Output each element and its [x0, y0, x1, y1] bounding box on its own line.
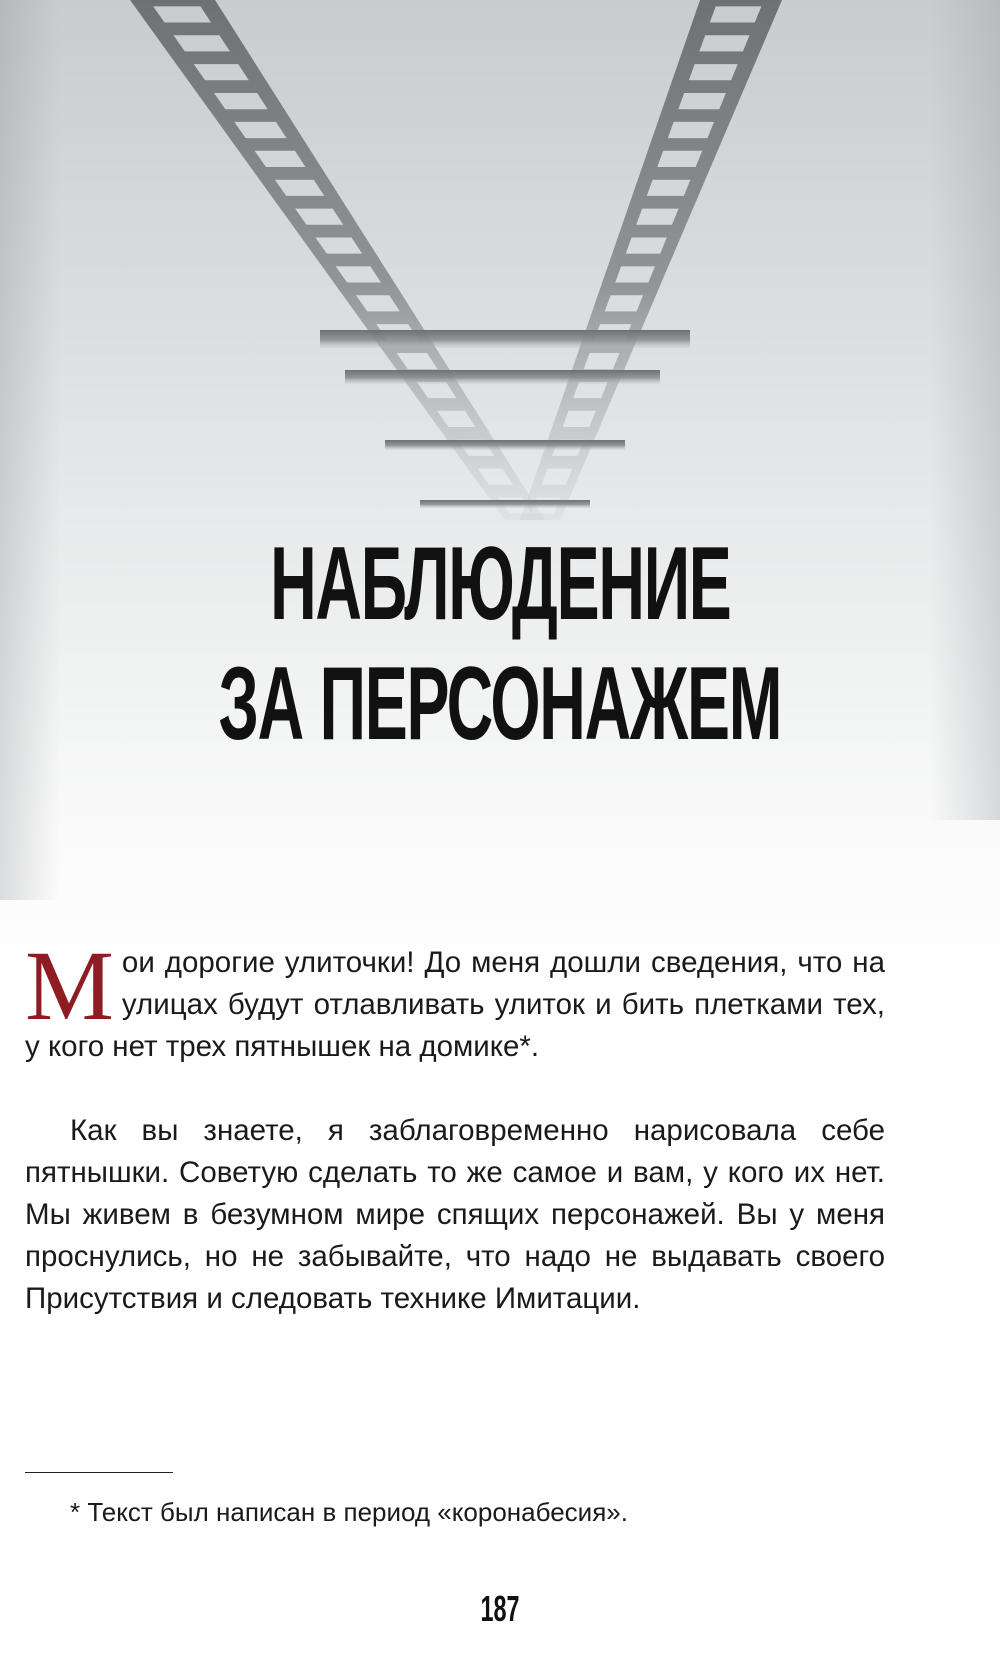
film-frame-bar [320, 330, 690, 348]
film-frame-bar [385, 440, 625, 450]
drop-cap: М [25, 930, 114, 1041]
chapter-title-line-1: НАБЛЮДЕНИЕ [269, 526, 731, 642]
paragraph-2: Как вы знаете, я заблаговременно нарисовала себе пятнышки. Советую сделать то же самое и вам, у кого их нет. Мы живем в безумном мире спящих персонажей. Вы у меня проснулись, но не забывайте, что надо не выдавать своего Присутствия и следовать технике Имитации. [25, 1114, 885, 1315]
film-frame-bar [420, 500, 590, 508]
paragraph-1-text: ои дорогие улиточки! До меня дошли сведения, что на улицах будут отлавливать улиток и бить плетками тех, у кого нет трех пятнышек на домике*. [25, 946, 885, 1063]
footnote-divider [25, 1472, 173, 1473]
film-frame-bar [345, 370, 660, 384]
page-number: 187 [480, 1588, 520, 1629]
footnote: * Текст был написан в период «коронабесия». [70, 1497, 628, 1527]
paragraph-1 [25, 930, 885, 1068]
chapter-title-line-2: ЗА ПЕРСОНАЖЕМ [218, 646, 782, 762]
